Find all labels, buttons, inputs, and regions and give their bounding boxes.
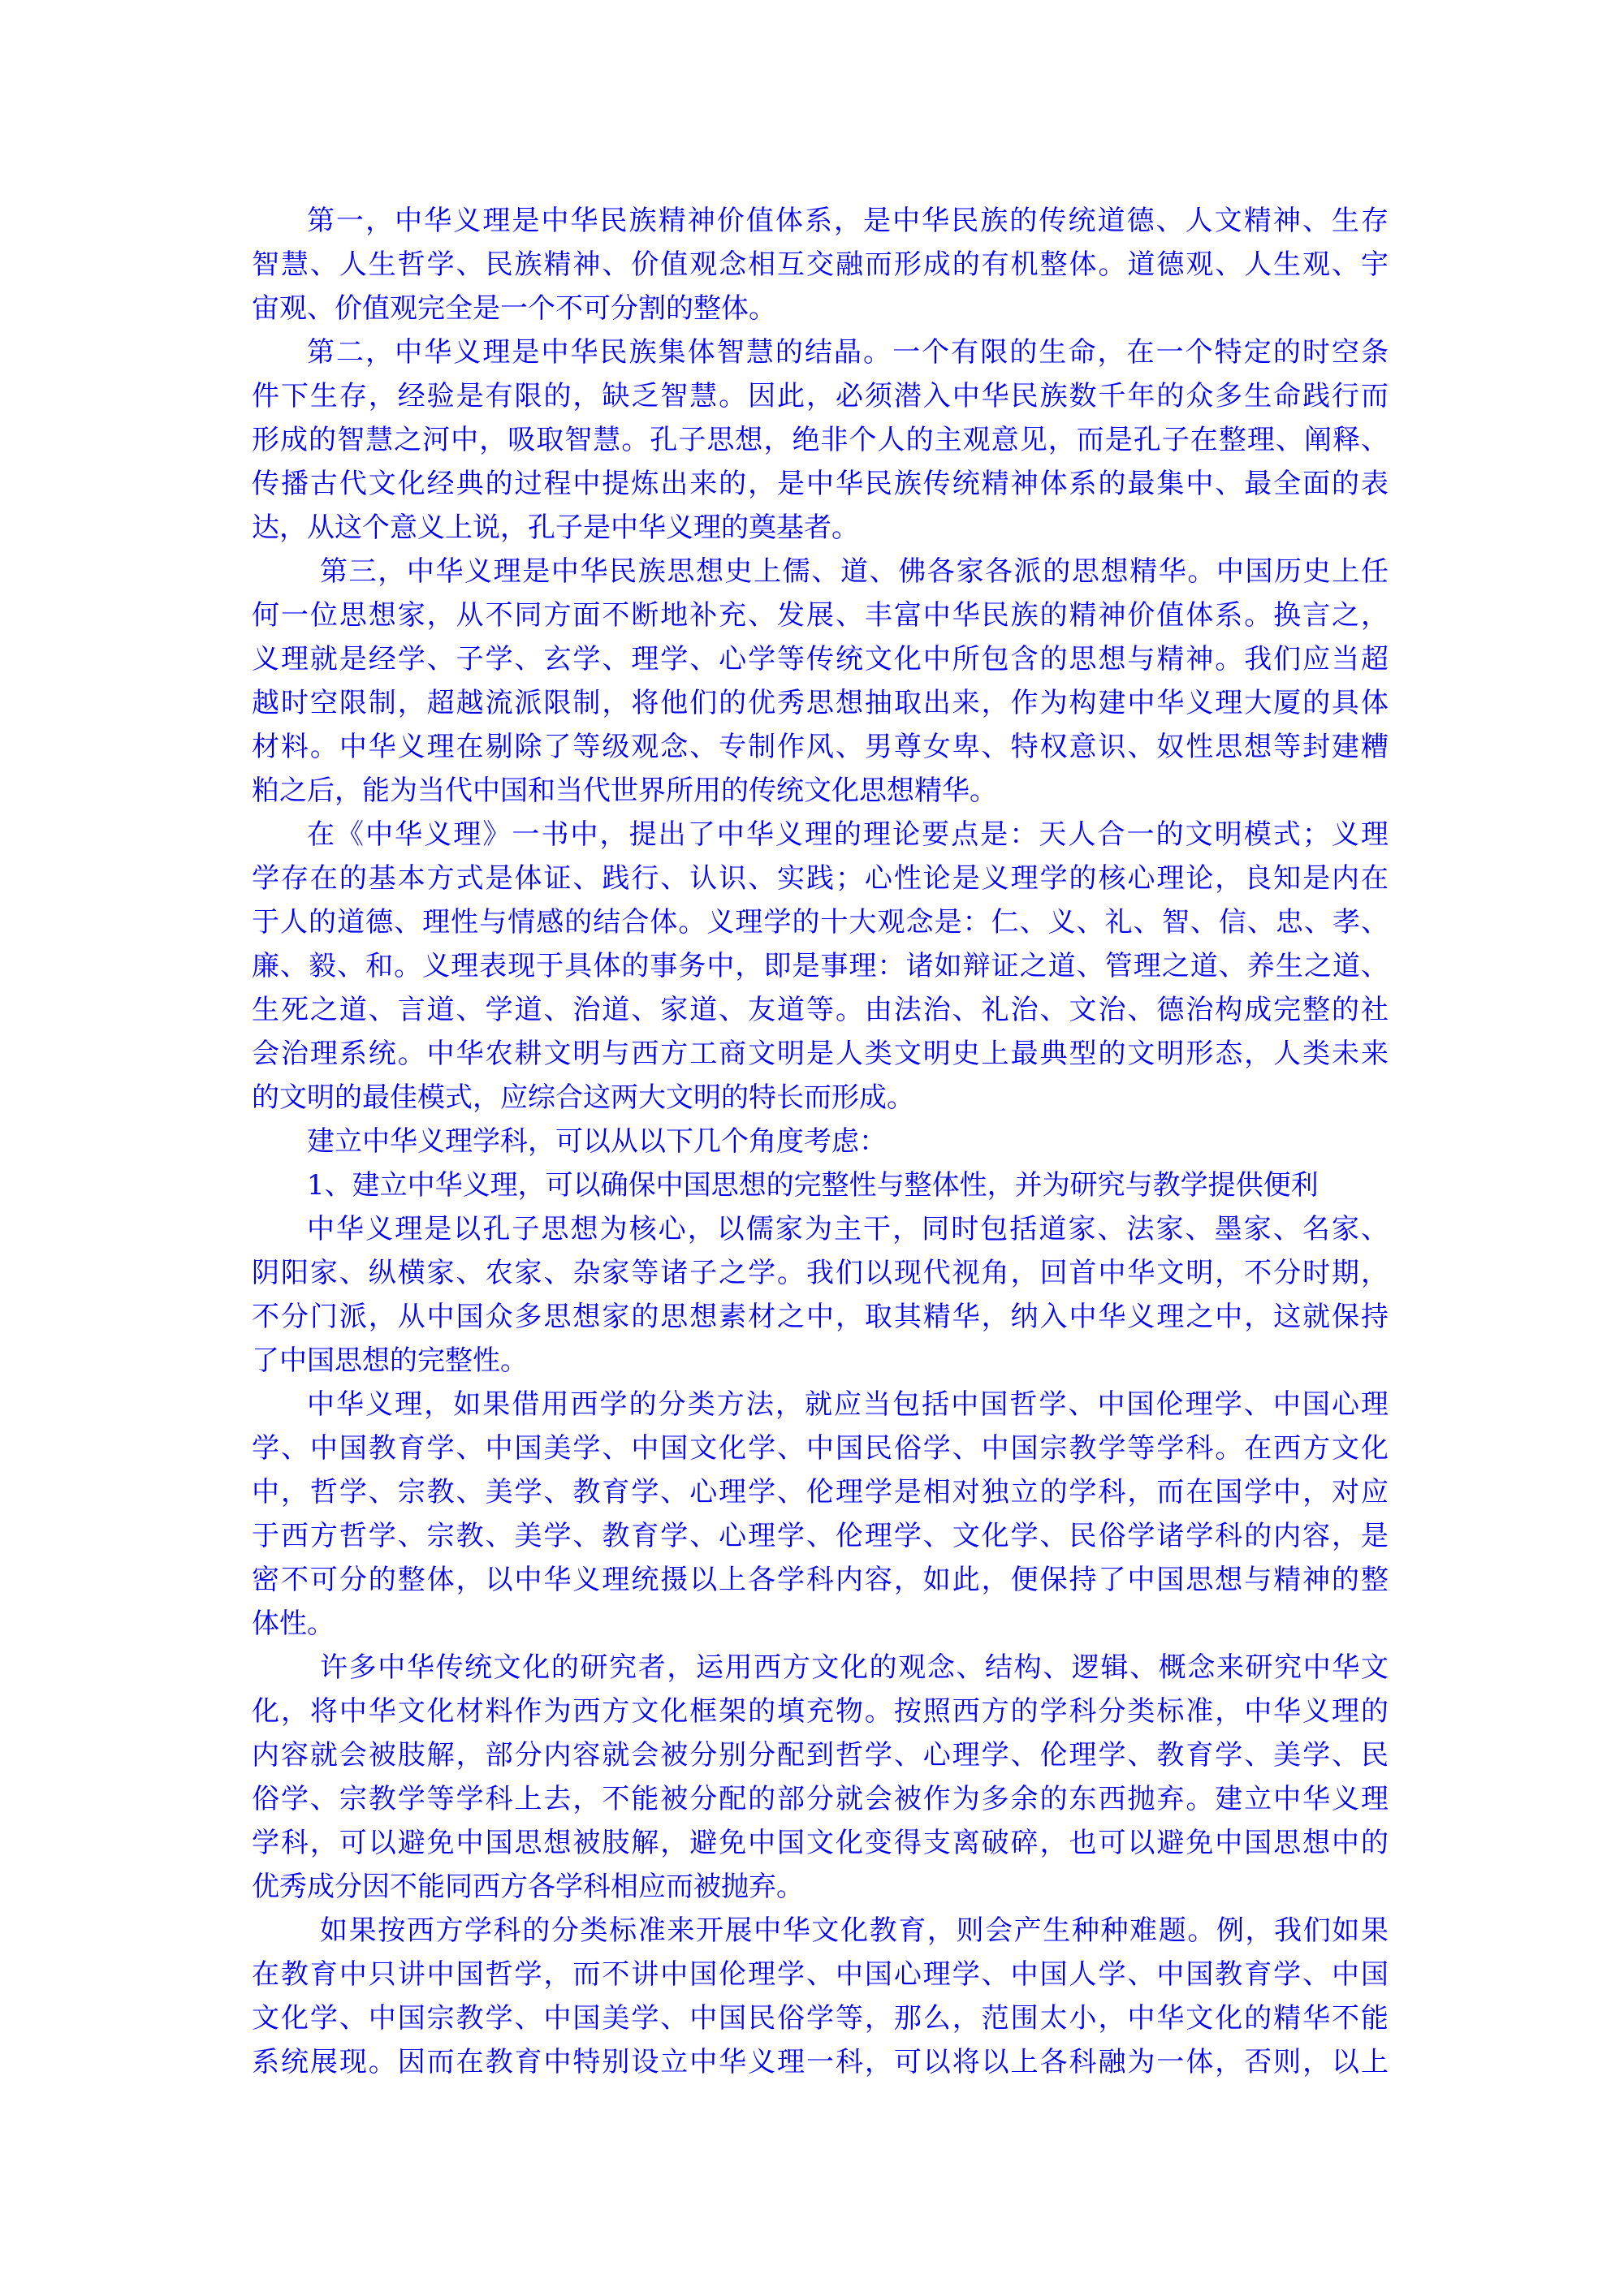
text-line: 在《中华义理》一书中，提出了中华义理的理论要点是：天人合一的文明模式；义理 [307,818,1389,851]
paragraph [252,330,1389,550]
text-line: 件下生存，经验是有限的，缺乏智慧。因此，必须潜入中华民族数千年的众多生命践行而 [252,380,1389,412]
text-line: 智慧、人生哲学、民族精神、价值观念相互交融而形成的有机整体。道德观、人生观、宇 [252,248,1389,281]
paragraph [252,199,1389,330]
text-line: 俗学、宗教学等学科上去，不能被分配的部分就会被作为多余的东西抛弃。建立中华义理 [252,1783,1389,1815]
text-line: 中华义理，如果借用西学的分类方法，就应当包括中国哲学、中国伦理学、中国心理 [307,1388,1389,1421]
text-line: 传播古代文化经典的过程中提炼出来的，是中华民族传统精神体系的最集中、最全面的表 [252,468,1389,500]
paragraph [252,1646,1389,1909]
paragraph [252,1163,1389,1207]
text-line: 会治理系统。中华农耕文明与西方工商文明是人类文明史上最典型的文明形态，人类未来 [252,1038,1389,1070]
paragraph [252,1120,1389,1163]
text-line: 文化学、中国宗教学、中国美学、中国民俗学等，那么，范围太小，中华文化的精华不能 [252,2002,1389,2035]
text-line: 化，将中华文化材料作为西方文化框架的填充物。按照西方的学科分类标准，中华义理的 [252,1695,1389,1728]
text-line: 优秀成分因不能同西方各学科相应而被抛弃。 [252,1871,804,1903]
text-line: 密不可分的整体，以中华义理统摄以上各学科内容，如此，便保持了中国思想与精神的整 [252,1564,1389,1596]
text-line: 廉、毅、和。义理表现于具体的事务中，即是事理：诸如辩证之道、管理之道、养生之道、 [252,950,1389,982]
text-line: 生死之道、言道、学道、治道、家道、友道等。由法治、礼治、文治、德治构成完整的社 [252,994,1389,1026]
text-line: 材料。中华义理在剔除了等级观念、专制作风、男尊女卑、特权意识、奴性思想等封建糟 [252,731,1389,763]
document-body [252,199,1389,2084]
paragraph [252,1909,1389,2084]
paragraph [252,1383,1389,1646]
paragraph [252,1207,1389,1383]
text-line: 何一位思想家，从不同方面不断地补充、发展、丰富中华民族的精神价值体系。换言之， [252,599,1389,632]
text-line: 越时空限制，超越流派限制，将他们的优秀思想抽取出来，作为构建中华义理大厦的具体 [252,687,1389,719]
text-line: 中，哲学、宗教、美学、教育学、心理学、伦理学是相对独立的学科，而在国学中，对应 [252,1476,1389,1508]
text-line: 于人的道德、理性与情感的结合体。义理学的十大观念是：仁、义、礼、智、信、忠、孝、 [252,906,1389,939]
text-line: 第一，中华义理是中华民族精神价值体系，是中华民族的传统道德、人文精神、生存 [307,205,1389,237]
paragraph [252,550,1389,813]
text-line: 在教育中只讲中国哲学，而不讲中国伦理学、中国心理学、中国人学、中国教育学、中国 [252,1958,1389,1991]
text-line: 中华义理是以孔子思想为核心，以儒家为主干，同时包括道家、法家、墨家、名家、 [307,1213,1389,1245]
text-line: 第三，中华义理是中华民族思想史上儒、道、佛各家各派的思想精华。中国历史上任 [320,555,1389,588]
document-page [252,199,1389,2084]
text-line: 1、建立中华义理，可以确保中国思想的完整性与整体性，并为研究与教学提供便利 [307,1169,1319,1202]
text-line: 系统展现。因而在教育中特别设立中华义理一科，可以将以上各科融为一体，否则，以上 [252,2046,1389,2078]
text-line: 内容就会被肢解，部分内容就会被分别分配到哲学、心理学、伦理学、教育学、美学、民 [252,1739,1389,1772]
paragraph [252,813,1389,1120]
text-line: 建立中华义理学科，可以从以下几个角度考虑： [307,1125,887,1158]
text-line: 许多中华传统文化的研究者，运用西方文化的观念、结构、逻辑、概念来研究中华文 [320,1651,1389,1684]
text-line: 学存在的基本方式是体证、践行、认识、实践；心性论是义理学的核心理论，良知是内在 [252,862,1389,895]
text-line: 不分门派，从中国众多思想家的思想素材之中，取其精华，纳入中华义理之中，这就保持 [252,1301,1389,1333]
text-line: 达，从这个意义上说，孔子是中华义理的奠基者。 [252,511,859,544]
text-line: 粕之后，能为当代中国和当代世界所用的传统文化思想精华。 [252,775,997,807]
text-line: 义理就是经学、子学、玄学、理学、心学等传统文化中所包含的思想与精神。我们应当超 [252,643,1389,675]
text-line: 于西方哲学、宗教、美学、教育学、心理学、伦理学、文化学、民俗学诸学科的内容，是 [252,1520,1389,1552]
text-line: 学、中国教育学、中国美学、中国文化学、中国民俗学、中国宗教学等学科。在西方文化 [252,1432,1389,1465]
text-line: 阴阳家、纵横家、农家、杂家等诸子之学。我们以现代视角，回首中华文明，不分时期， [252,1257,1389,1289]
text-line: 体性。 [252,1608,335,1640]
text-line: 了中国思想的完整性。 [252,1344,528,1377]
text-line: 形成的智慧之河中，吸取智慧。孔子思想，绝非个人的主观意见，而是孔子在整理、阐释、 [252,424,1389,456]
text-line: 如果按西方学科的分类标准来开展中华文化教育，则会产生种种难题。例，我们如果 [320,1914,1389,1947]
text-line: 第二，中华义理是中华民族集体智慧的结晶。一个有限的生命，在一个特定的时空条 [307,336,1389,369]
text-line: 学科，可以避免中国思想被肢解，避免中国文化变得支离破碎，也可以避免中国思想中的 [252,1827,1389,1859]
text-line: 宙观、价值观完全是一个不可分割的整体。 [252,292,776,325]
text-line: 的文明的最佳模式，应综合这两大文明的特长而形成。 [252,1081,914,1114]
